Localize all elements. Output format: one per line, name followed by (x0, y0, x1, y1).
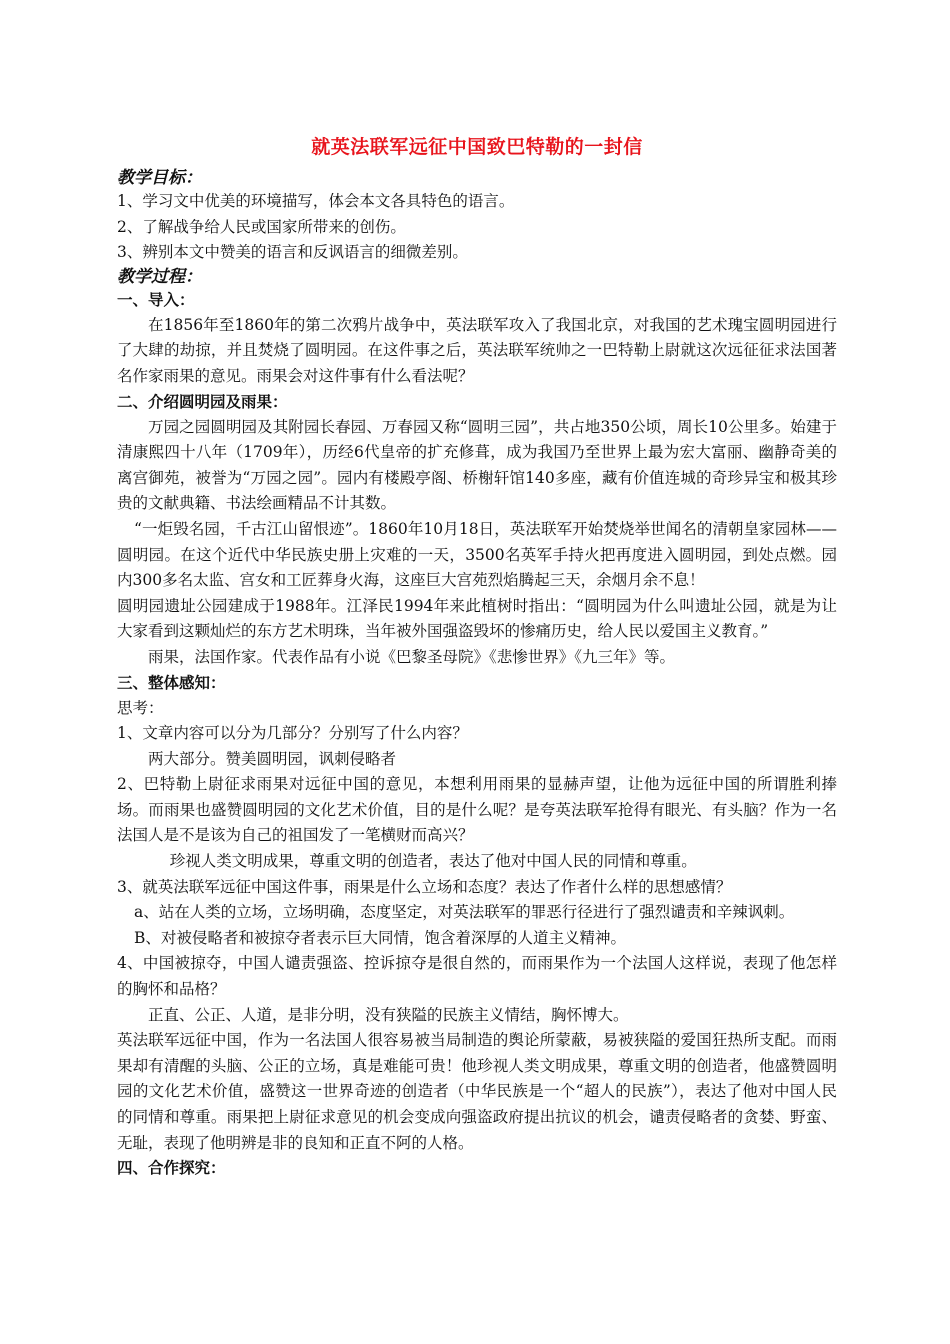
section-heading-intro: 一、导入： (117, 290, 195, 309)
section-heading-overview: 三、整体感知： (117, 673, 226, 692)
question: 3、就英法联军远征中国这件事，雨果是什么立场和态度？表达了作者什么样的思想感情？ (117, 877, 732, 896)
question: 1、文章内容可以分为几部分？分别写了什么内容？ (117, 724, 468, 743)
answer: 两大部分。赞美圆明园，讽刺侵略者 (148, 749, 397, 768)
section-heading-background: 二、介绍圆明园及雨果： (117, 392, 288, 411)
paragraph: “一炬毁名园，千古江山留恨迹”。1860年10月18日，英法联军开始焚烧举世闻名的清朝皇家园林——圆明园。在这个近代中华民族史册上灾难的一天，3500名英军手持火把再度进入圆明园，到处点燃。园内300多名太监、宫女和工匠葬身火海，这座巨大宫苑烈焰腾起三天，余烟月余不息！ (117, 519, 837, 590)
document-title: 就英法联军远征中国致巴特勒的一封信 (311, 136, 643, 158)
paragraph: 万园之园圆明园及其附园长春园、万春园又称“圆明三园”，共占地350公顷，周长10公里多。始建于清康熙四十八年（1709年），历经6代皇帝的扩充修葺，成为我国乃至世界上最为宏大富丽、幽静奇美的离宫御苑，被誉为“万园之园”。园内有楼殿亭阁、桥榭轩馆140多座，藏有价值连城的奇珍异宝和极其珍贵的文献典籍、书法绘画精品不计其数。 (117, 417, 837, 513)
answer: B、对被侵略者和被掠夺者表示巨大同情，饱含着深厚的人道主义精神。 (134, 928, 626, 947)
section-heading-cooperation: 四、合作探究： (117, 1159, 226, 1178)
answer: 珍视人类文明成果，尊重文明的创造者，表达了他对中国人民的同情和尊重。 (169, 852, 697, 871)
think-label: 思考： (117, 698, 164, 717)
paragraph: 圆明园遗址公园建成于1988年。江泽民1994年来此植树时指出：“圆明园为什么叫遗址公园，就是为让大家看到这颗灿烂的东方艺术明珠，当年被外国强盗毁坏的惨痛历史，给人民以爱国主义教育。” (117, 596, 837, 641)
paragraph: 雨果，法国作家。代表作品有小说《巴黎圣母院》《悲惨世界》《九三年》等。 (148, 647, 676, 666)
process-heading: 教学过程： (117, 266, 202, 287)
question: 4、中国被掠夺，中国人谴责强盗、控诉掠夺是很自然的，而雨果作为一个法国人这样说，表现了他怎样的胸怀和品格？ (117, 954, 837, 999)
answer: 正直、公正、人道，是非分明，没有狭隘的民族主义情结，胸怀博大。 (148, 1005, 629, 1024)
document-body (117, 132, 837, 1181)
objective-item: 2、了解战争给人民或国家所带来的创伤。 (117, 217, 406, 236)
objective-item: 1、学习文中优美的环境描写，体会本文各具特色的语言。 (117, 192, 515, 210)
answer: a、站在人类的立场，立场明确，态度坚定，对英法联军的罪恶行径进行了强烈谴责和辛辣讽刺。 (134, 903, 795, 922)
objective-item: 3、辨别本文中赞美的语言和反讽语言的细微差别。 (117, 243, 468, 262)
paragraph: 在1856年至1860年的第二次鸦片战争中，英法联军攻入了我国北京，对我国的艺术瑰宝圆明园进行了大肆的劫掠，并且焚烧了圆明园。在这件事之后，英法联军统帅之一巴特勒上尉就这次远征征求法国著名作家雨果的意见。雨果会对这件事有什么看法呢？ (117, 315, 837, 385)
objectives-heading: 教学目标： (117, 168, 202, 188)
paragraph: 英法联军远征中国，作为一名法国人很容易被当局制造的舆论所蒙蔽，易被狭隘的爱国狂热所支配。而雨果却有清醒的头脑、公正的立场，真是难能可贵！他珍视人类文明成果，尊重文明的创造者，他盛赞圆明园的文化艺术价值，盛赞这一世界奇迹的创造者（中华民族是一个“超人的民族”），表达了他对中国人民的同情和尊重。雨果把上尉征求意见的机会变成向强盗政府提出抗议的机会，谴责侵略者的贪婪、野蛮、无耻，表现了他明辨是非的良知和正直不阿的人格。 (117, 1031, 837, 1152)
question: 2、巴特勒上尉征求雨果对远征中国的意见，本想利用雨果的显赫声望，让他为远征中国的所谓胜利捧场。而雨果也盛赞圆明园的文化艺术价值，目的是什么呢？是夸英法联军抢得有眼光、有头脑？作为一名法国人是不是该为自己的祖国发了一笔横财而高兴？ (117, 775, 837, 845)
